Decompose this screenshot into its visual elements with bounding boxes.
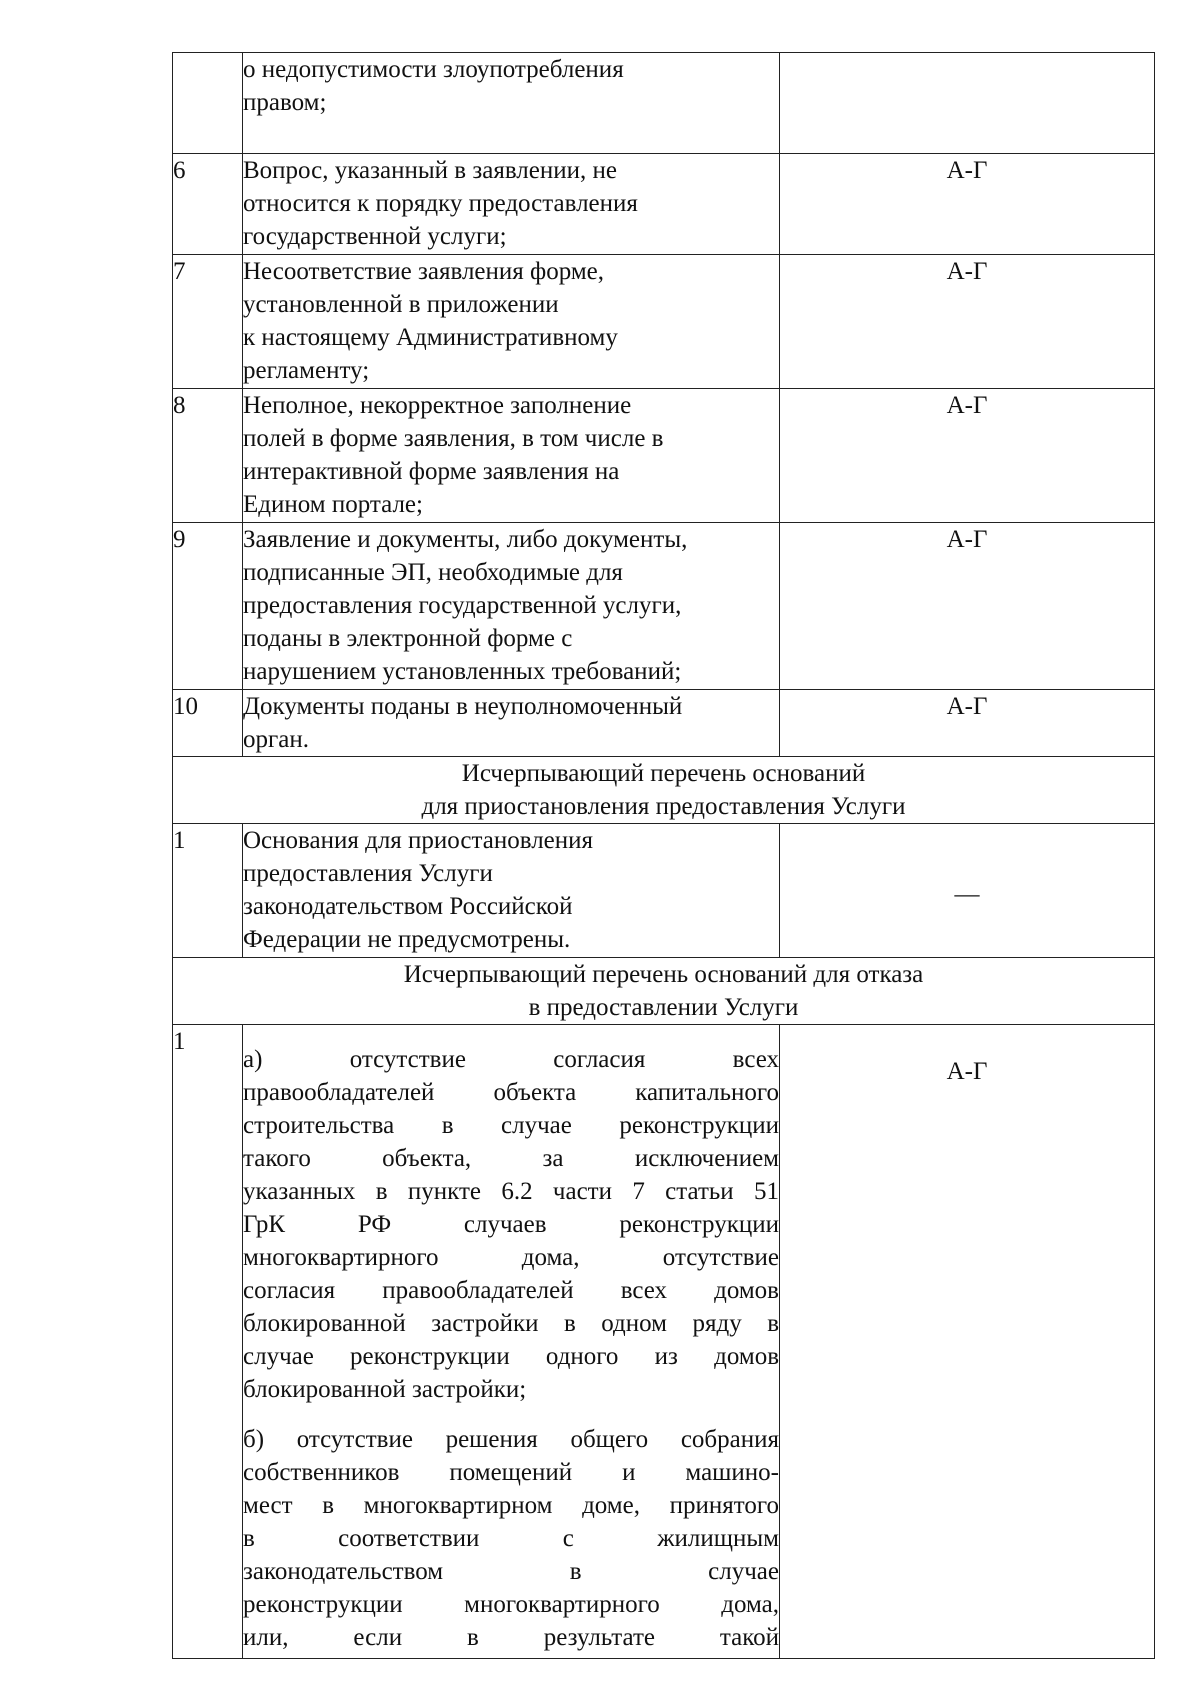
text-line: установленной в приложении	[243, 291, 559, 318]
text-line: Федерации не предусмотрены.	[243, 926, 571, 953]
text-line: собственников помещений и машино-	[243, 1459, 779, 1486]
heading-line: в предоставлении Услуги	[528, 994, 799, 1021]
table-row	[173, 1025, 1155, 1659]
text-line: Основания для приостановления	[243, 827, 594, 854]
text-line: правообладателей объекта капитального	[243, 1079, 779, 1106]
text-line: в соответствии с жилищным	[243, 1525, 779, 1552]
paragraph-b	[243, 1423, 779, 1654]
row-code: А-Г	[780, 255, 1155, 389]
row-code: А-Г	[780, 523, 1155, 690]
row-text	[243, 255, 780, 389]
text-line: государственной услуги;	[243, 223, 507, 250]
row-text	[243, 690, 780, 757]
table-row	[173, 389, 1155, 523]
row-number: 8	[173, 389, 243, 523]
row-number	[173, 53, 243, 154]
heading-line: Исчерпывающий перечень оснований для отказа	[403, 961, 924, 988]
text-line: к настоящему Административному	[243, 324, 618, 351]
text-line: Заявление и документы, либо документы,	[243, 526, 688, 553]
text-line: регламенту;	[243, 357, 370, 384]
text-line: интерактивной форме заявления на	[243, 458, 620, 485]
text-line: указанных в пункте 6.2 части 7 статьи 51	[243, 1178, 779, 1205]
table-row	[173, 523, 1155, 690]
text-line: ГрК РФ случаев реконструкции	[243, 1211, 779, 1238]
row-number: 7	[173, 255, 243, 389]
text-line: или, если в результате такой	[243, 1624, 779, 1651]
text-line: Несоответствие заявления форме,	[243, 258, 605, 285]
text-line: законодательством Российской	[243, 893, 573, 920]
text-line: орган.	[243, 726, 309, 753]
text-line: полей в форме заявления, в том числе в	[243, 425, 664, 452]
row-number: 9	[173, 523, 243, 690]
row-code: А-Г	[780, 154, 1155, 255]
heading-line: для приостановления предоставления Услуги	[421, 793, 906, 820]
row-text	[243, 824, 780, 958]
document-table	[172, 52, 1155, 1659]
text-line: относится к порядку предоставления	[243, 190, 638, 217]
table-row	[173, 53, 1155, 154]
paragraph-a	[243, 1043, 779, 1406]
text-line: такого объекта, за исключением	[243, 1145, 779, 1172]
row-code: А-Г	[780, 389, 1155, 523]
text-line: Документы поданы в неуполномоченный	[243, 693, 683, 720]
text-line: строительства в случае реконструкции	[243, 1112, 779, 1139]
row-code	[780, 53, 1155, 154]
text-line: Вопрос, указанный в заявлении, не	[243, 157, 617, 184]
row-text	[243, 53, 780, 154]
table-row	[173, 690, 1155, 757]
text-line: б) отсутствие решения общего собрания	[243, 1426, 779, 1453]
row-number: 1	[173, 1025, 243, 1659]
text-line: о недопустимости злоупотребления	[243, 56, 624, 83]
text-line: многоквартирного дома, отсутствие	[243, 1244, 779, 1271]
text-line: законодательством в случае	[243, 1558, 779, 1585]
row-number: 1	[173, 824, 243, 958]
table-row	[173, 255, 1155, 389]
text-line: поданы в электронной форме с	[243, 625, 573, 652]
text-line: реконструкции многоквартирного дома,	[243, 1591, 779, 1618]
text-line: нарушением установленных требований;	[243, 658, 682, 685]
text-line: согласия правообладателей всех домов	[243, 1277, 779, 1304]
text-line: блокированной застройки в одном ряду в	[243, 1310, 779, 1337]
text-line: а) отсутствие согласия всех	[243, 1046, 779, 1073]
section-heading-suspension	[173, 757, 1155, 824]
row-text	[243, 154, 780, 255]
row-text	[243, 523, 780, 690]
text-line: случае реконструкции одного из домов	[243, 1343, 779, 1370]
row-text	[243, 389, 780, 523]
dash-mark: —	[954, 881, 980, 908]
table-row	[173, 824, 1155, 958]
text-line: мест в многоквартирном доме, принятого	[243, 1492, 779, 1519]
row-code: А-Г	[780, 690, 1155, 757]
text-line: Неполное, некорректное заполнение	[243, 392, 632, 419]
row-number: 10	[173, 690, 243, 757]
row-code	[780, 824, 1155, 958]
text-line: подписанные ЭП, необходимые для	[243, 559, 623, 586]
section-heading-refusal	[173, 958, 1155, 1025]
row-text	[243, 1025, 780, 1659]
table-row	[173, 154, 1155, 255]
text-line: правом;	[243, 89, 327, 116]
section-header-row	[173, 958, 1155, 1025]
heading-line: Исчерпывающий перечень оснований	[461, 760, 866, 787]
text-line: предоставления государственной услуги,	[243, 592, 682, 619]
row-number: 6	[173, 154, 243, 255]
section-header-row	[173, 757, 1155, 824]
text-line: предоставления Услуги	[243, 860, 493, 887]
row-code: А-Г	[780, 1025, 1155, 1659]
text-line: блокированной застройки;	[243, 1376, 527, 1403]
text-line: Едином портале;	[243, 491, 423, 518]
